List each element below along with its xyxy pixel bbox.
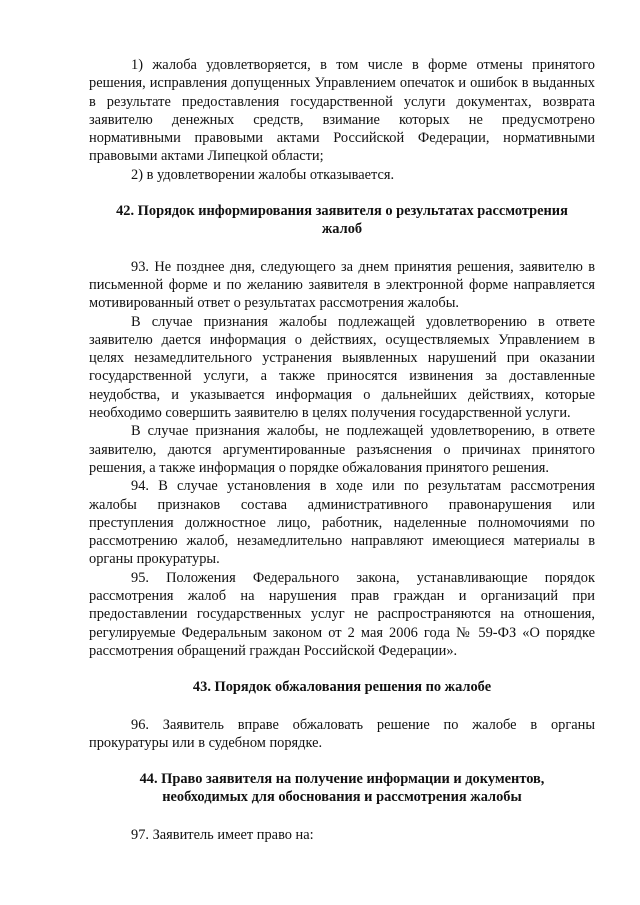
paragraph-94: 94. В случае установления в ходе или по результатам рассмотрения жалобы признаков состава административного правонарушения или преступления должностное лицо, работник, наделенные полномочиями по рассмотрению жалоб, незамедлительно направляют имеющиеся материалы в органы прокуратуры. bbox=[89, 478, 595, 568]
section-spacer bbox=[89, 807, 595, 826]
section-spacer bbox=[89, 752, 595, 770]
paragraph-95: 95. Положения Федерального закона, устанавливающие порядок рассмотрения жалоб на нарушения прав граждан и организаций при предоставлении государственных услуг не распространяются на отношения, регулируемые Федеральным законом от 2 мая 2006 года № 59-ФЗ «О порядке рассмотрения обращений граждан Российской Федерации». bbox=[89, 569, 595, 659]
section-heading-44: 44. Право заявителя на получение информации и документов, необходимых для обоснования и рассмотрения жалобы bbox=[139, 771, 545, 806]
paragraph-complaint-refused: 2) в удовлетворении жалобы отказывается. bbox=[131, 166, 395, 183]
paragraph-93: 93. Не позднее дня, следующего за днем принятия решения, заявителю в письменной форме и по желанию заявителя в электронной форме направляется мотивированный ответ о результатах рассмотрения жалобы. bbox=[89, 258, 595, 312]
paragraph-97: 97. Заявитель имеет право на: bbox=[131, 826, 314, 843]
paragraph-93-satisfied-case: В случае признания жалобы подлежащей удовлетворению в ответе заявителю дается информация о действиях, осуществляемых Управлением в целях незамедлительного устранения выявленных нарушений при оказании государственной услуги, а также приносятся извинения за доставленные неудобства, и указывается информация о дальнейших действиях, которые необходимо совершить заявителю в целях получения государственной услуги. bbox=[89, 313, 595, 422]
paragraph-96: 96. Заявитель вправе обжаловать решение по жалобе в органы прокуратуры или в судебном порядке. bbox=[89, 716, 595, 751]
paragraph-complaint-satisfied: 1) жалоба удовлетворяется, в том числе в форме отмены принятого решения, исправления допущенных Управлением опечаток и ошибок в выданных в результате предоставления государственной услуги документах, возврата заявителю денежных средств, взимание которых не предусмотрено нормативными правовыми актами Российской Федерации, нормативными правовыми актами Липецкой области; bbox=[89, 57, 595, 165]
section-spacer bbox=[89, 697, 595, 716]
section-heading-42: 42. Порядок информирования заявителя о результатах рассмотрения жалоб bbox=[116, 203, 568, 238]
section-spacer bbox=[89, 239, 595, 258]
paragraph-93-refused-case: В случае признания жалобы, не подлежащей удовлетворению, в ответе заявителю, даются аргументированные разъяснения о причинах принятого решения, а также информация о порядке обжалования принятого решения. bbox=[89, 423, 595, 476]
section-spacer bbox=[89, 660, 595, 678]
section-spacer bbox=[89, 184, 595, 202]
document-page bbox=[89, 56, 595, 844]
section-heading-43: 43. Порядок обжалования решения по жалобе bbox=[192, 679, 492, 696]
